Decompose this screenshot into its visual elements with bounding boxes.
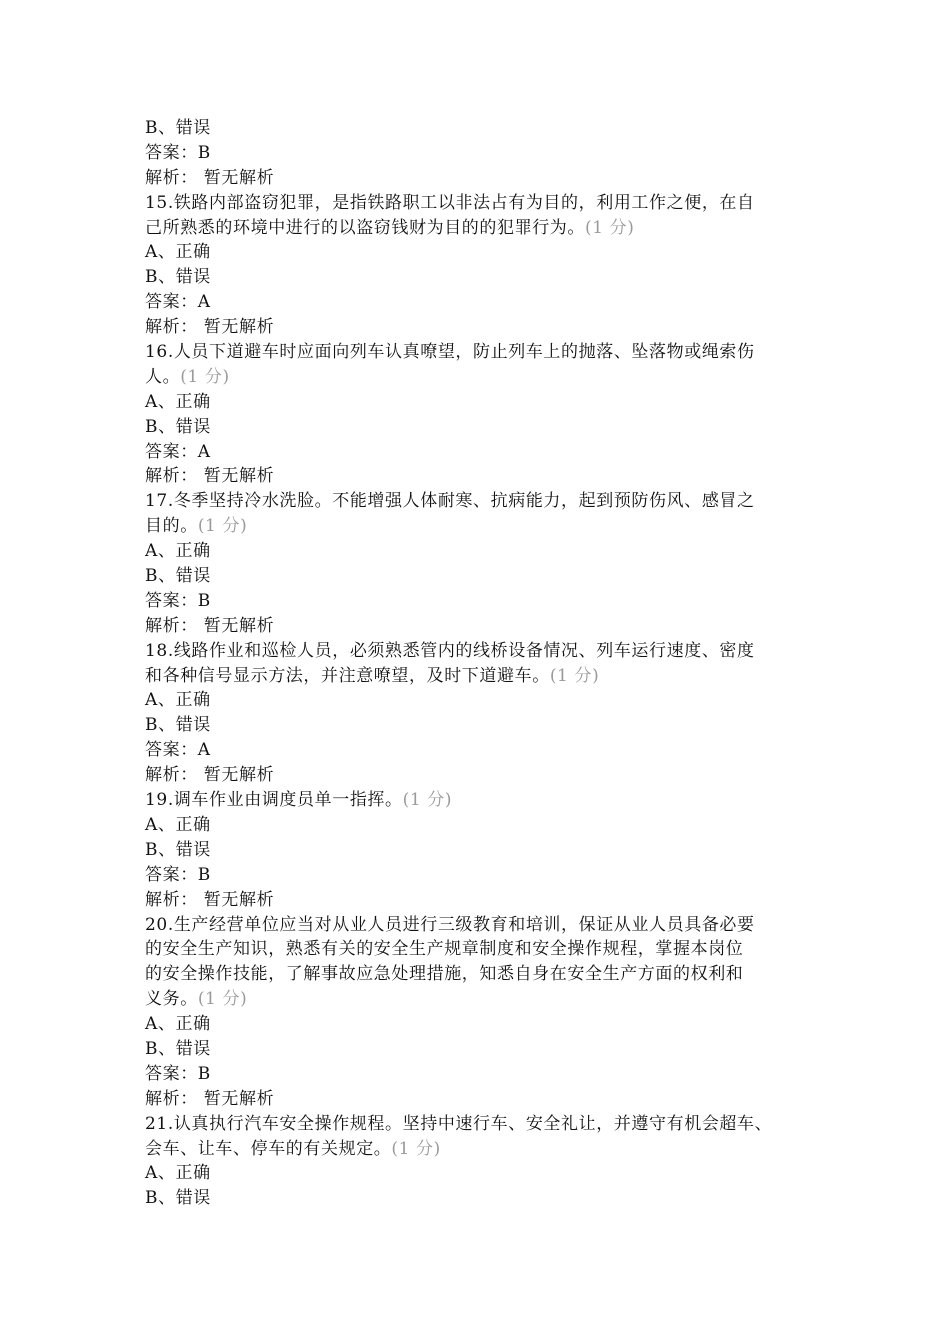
text-line bbox=[145, 688, 825, 713]
text-line bbox=[145, 888, 825, 913]
line-text: 会车、让车、停车的有关规定。 bbox=[145, 1138, 392, 1159]
text-line bbox=[145, 489, 825, 514]
line-text: 解析： 暂无解析 bbox=[145, 765, 275, 786]
text-line bbox=[145, 116, 825, 141]
text-line bbox=[145, 614, 825, 639]
text-line bbox=[145, 1186, 825, 1211]
text-line bbox=[145, 464, 825, 489]
score-label: (1 分) bbox=[391, 1138, 441, 1159]
text-line bbox=[145, 216, 825, 241]
line-text: 19.调车作业由调度员单一指挥。 bbox=[145, 790, 403, 811]
text-line bbox=[145, 913, 825, 938]
line-text: B、错误 bbox=[145, 1038, 211, 1059]
line-text: 18.线路作业和巡检人员，必须熟悉管内的线桥设备情况、列车运行速度、密度 bbox=[145, 640, 755, 661]
line-text: B、错误 bbox=[145, 1188, 211, 1209]
text-line bbox=[145, 564, 825, 589]
text-line bbox=[145, 763, 825, 788]
text-line bbox=[145, 365, 825, 390]
line-text: 答案：A bbox=[145, 441, 211, 462]
text-line bbox=[145, 440, 825, 465]
line-text: B、错误 bbox=[145, 715, 211, 736]
line-text: 解析： 暂无解析 bbox=[145, 615, 275, 636]
text-line bbox=[145, 1087, 825, 1112]
line-text: 20.生产经营单位应当对从业人员进行三级教育和培训，保证从业人员具备必要 bbox=[145, 914, 755, 935]
text-line bbox=[145, 1062, 825, 1087]
line-text: B、错误 bbox=[145, 118, 211, 138]
line-text: 解析： 暂无解析 bbox=[145, 1088, 275, 1109]
line-text: 16.人员下道避车时应面向列车认真嘹望，防止列车上的抛落、坠落物或绳索伤 bbox=[145, 342, 755, 363]
text-line bbox=[145, 589, 825, 614]
line-text: A、正确 bbox=[145, 814, 211, 835]
text-line bbox=[145, 987, 825, 1012]
text-line bbox=[145, 240, 825, 265]
line-text: 答案：B bbox=[145, 142, 211, 163]
line-text: 21.认真执行汽车安全操作规程。坚持中速行车、安全礼让，并遵守有机会超车、 bbox=[145, 1113, 773, 1134]
score-label: (1 分) bbox=[549, 665, 600, 686]
text-line bbox=[145, 639, 825, 664]
score-label: (1 分) bbox=[197, 516, 248, 537]
line-text: 15.铁路内部盗窃犯罪，是指铁路职工以非法占有为目的，利用工作之便，在自 bbox=[145, 192, 755, 213]
text-line bbox=[145, 290, 825, 315]
line-text: 解析： 暂无解析 bbox=[145, 466, 275, 487]
line-text: B、错误 bbox=[145, 267, 211, 288]
line-text: 答案：A bbox=[145, 292, 211, 313]
score-label: (1 分) bbox=[402, 790, 453, 811]
text-line bbox=[145, 937, 825, 962]
line-text: 解析： 暂无解析 bbox=[145, 889, 275, 910]
line-text: 的安全生产知识，熟悉有关的安全生产规章制度和安全操作规程，掌握本岗位 bbox=[145, 939, 744, 960]
line-text: 答案：B bbox=[145, 1063, 211, 1084]
text-line bbox=[145, 166, 825, 191]
line-text: 解析： 暂无解析 bbox=[145, 167, 275, 188]
text-line bbox=[145, 415, 825, 440]
line-text: 答案：B bbox=[145, 864, 211, 885]
line-text: 目的。 bbox=[145, 516, 198, 537]
text-line bbox=[145, 539, 825, 564]
line-text: 17.冬季坚持冷水洗脸。不能增强人体耐寒、抗病能力，起到预防伤风、感冒之 bbox=[145, 491, 755, 512]
text-line bbox=[145, 788, 825, 813]
line-text: 己所熟悉的环境中进行的以盗窃钱财为目的的犯罪行为。 bbox=[145, 217, 585, 238]
text-line bbox=[145, 265, 825, 290]
document-body bbox=[145, 116, 825, 1211]
text-line bbox=[145, 191, 825, 216]
text-line bbox=[145, 1112, 825, 1137]
line-text: B、错误 bbox=[145, 566, 211, 587]
text-line bbox=[145, 838, 825, 863]
text-line bbox=[145, 141, 825, 166]
line-text: A、正确 bbox=[145, 1163, 211, 1184]
line-text: 和各种信号显示方法，并注意嘹望，及时下道避车。 bbox=[145, 665, 550, 686]
text-line bbox=[145, 813, 825, 838]
line-text: A、正确 bbox=[145, 1014, 211, 1035]
line-text: A、正确 bbox=[145, 541, 211, 562]
score-label: (1 分) bbox=[180, 366, 230, 387]
line-text: B、错误 bbox=[145, 839, 211, 860]
text-line bbox=[145, 1137, 825, 1162]
line-text: 人。 bbox=[145, 366, 181, 387]
line-text: 解析： 暂无解析 bbox=[145, 317, 275, 338]
score-label: (1 分) bbox=[197, 989, 248, 1010]
text-line bbox=[145, 1012, 825, 1037]
score-label: (1 分) bbox=[585, 217, 635, 238]
line-text: A、正确 bbox=[145, 391, 211, 412]
text-line bbox=[145, 863, 825, 888]
line-text: 的安全操作技能，了解事故应急处理措施，知悉自身在安全生产方面的权利和 bbox=[145, 964, 744, 985]
line-text: A、正确 bbox=[145, 690, 211, 711]
text-line bbox=[145, 664, 825, 689]
text-line bbox=[145, 315, 825, 340]
line-text: 答案：A bbox=[145, 740, 211, 761]
text-line bbox=[145, 514, 825, 539]
text-line bbox=[145, 738, 825, 763]
text-line bbox=[145, 713, 825, 738]
text-line bbox=[145, 390, 825, 415]
text-line bbox=[145, 1161, 825, 1186]
line-text: A、正确 bbox=[145, 242, 211, 263]
line-text: 答案：B bbox=[145, 590, 211, 611]
text-line bbox=[145, 340, 825, 365]
text-line bbox=[145, 962, 825, 987]
line-text: 义务。 bbox=[145, 989, 198, 1010]
text-line bbox=[145, 1037, 825, 1062]
line-text: B、错误 bbox=[145, 416, 211, 437]
